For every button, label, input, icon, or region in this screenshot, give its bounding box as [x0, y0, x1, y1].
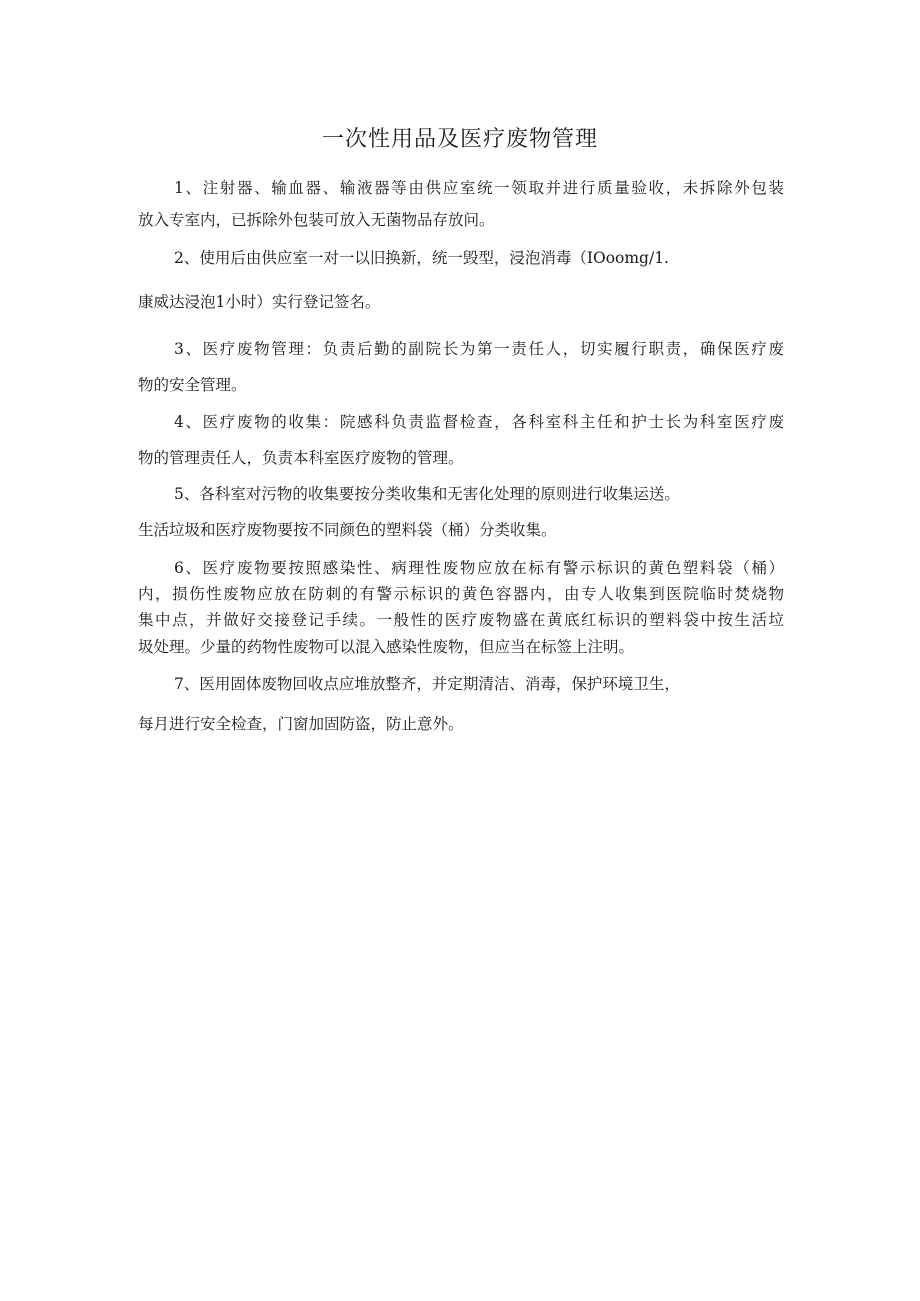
paragraph-7-line-2: 每月进行安全检查，门窗加固防盗，防止意外。: [138, 715, 464, 733]
paragraph-6-line-3: 集中点，并做好交接登记手续。一般性的医疗废物盛在黄底红标识的塑料袋中按生活垃: [138, 611, 784, 629]
paragraph-6-line-1: 6、医疗废物要按照感染性、病理性废物应放在标有警示标识的黄色塑料袋（桶）: [174, 559, 784, 577]
paragraph-6-line-4: 圾处理。少量的药物性废物可以混入感染性废物，但应当在标签上注明。: [138, 638, 635, 656]
paragraph-5-line-1: 5、各科室对污物的收集要按分类收集和无害化处理的原则进行收集运送。: [174, 485, 680, 503]
paragraph-2-line-1: 2、使用后由供应室一对一以旧换新，统一毁型，浸泡消毒（IOoomg/1.: [174, 249, 669, 267]
paragraph-1-line-1: 1、注射器、输血器、输液器等由供应室统一领取并进行质量验收，未拆除外包装: [174, 179, 784, 197]
paragraph-1-line-2: 放入专室内，已拆除外包装可放入无菌物品存放问。: [138, 211, 495, 229]
paragraph-5-line-2: 生活垃圾和医疗废物要按不同颜色的塑料袋（桶）分类收集。: [138, 521, 557, 539]
document-title: 一次性用品及医疗废物管理: [321, 127, 598, 152]
paragraph-3-line-2: 物的安全管理。: [138, 376, 247, 394]
paragraph-7-line-1: 7、医用固体废物回收点应堆放整齐，并定期清洁、消毒，保护环境卫生，: [174, 675, 680, 693]
paragraph-4-line-1: 4、医疗废物的收集：院感科负责监督检查，各科室科主任和护士长为科室医疗废: [174, 413, 784, 431]
paragraph-6-line-2: 内，损伤性废物应放在防刺的有警示标识的黄色容器内，由专人收集到医院临时焚烧物: [138, 585, 784, 603]
paragraph-2-line-2: 康威达浸泡1小时）实行登记签名。: [138, 293, 381, 311]
paragraph-4-line-2: 物的管理责任人，负责本科室医疗废物的管理。: [138, 449, 464, 467]
paragraph-3-line-1: 3、医疗废物管理：负责后勤的副院长为第一责任人，切实履行职责，确保医疗废: [174, 340, 784, 358]
